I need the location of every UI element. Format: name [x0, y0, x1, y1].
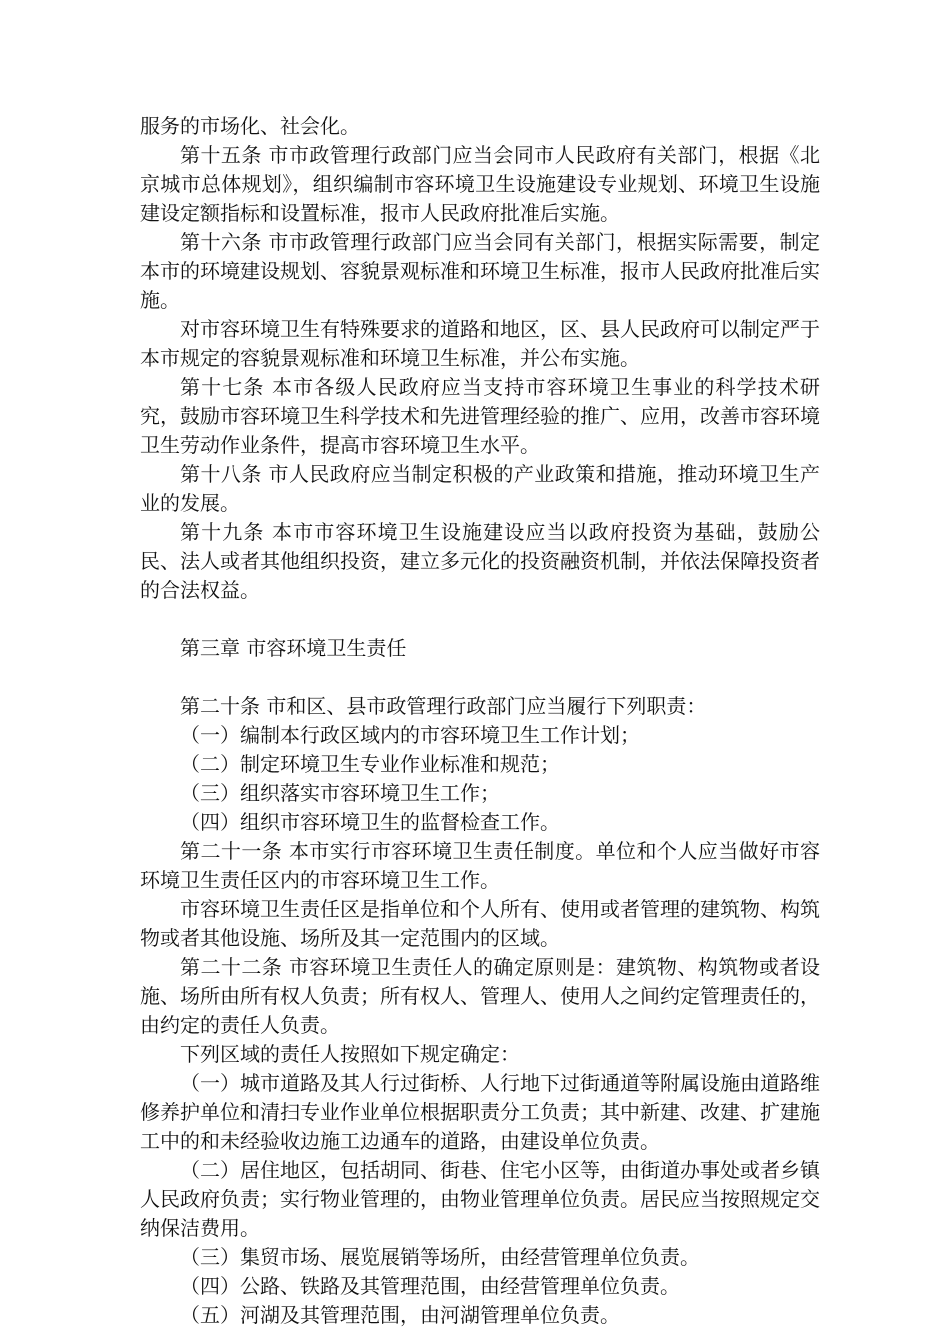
article-17: 第十七条 本市各级人民政府应当支持市容环境卫生事业的科学技术研究，鼓励市容环境卫生科学技术和先进管理经验的推广、应用，改善市容环境卫生劳动作业条件，提高市容环境卫生水平。 [140, 375, 820, 457]
chapter-heading: 第三章 市容环境卫生责任 [180, 636, 407, 660]
article-22-item-4: （四）公路、铁路及其管理范围，由经营管理单位负责。 [180, 1274, 680, 1298]
document-body [140, 112, 820, 1330]
blank-line [140, 605, 820, 634]
article-20-item-2: （二）制定环境卫生专业作业标准和规范； [180, 752, 560, 776]
article-18: 第十八条 市人民政府应当制定积极的产业政策和措施，推动环境卫生产业的发展。 [140, 462, 820, 515]
article-22-item-2: （二）居住地区，包括胡同、街巷、住宅小区等，由街道办事处或者乡镇人民政府负责；实行物业管理的，由物业管理单位负责。居民应当按照规定交纳保洁费用。 [140, 1158, 820, 1240]
article-22-item-3: （三）集贸市场、展览展销等场所，由经营管理单位负责。 [180, 1245, 700, 1269]
article-19: 第十九条 本市市容环境卫生设施建设应当以政府投资为基础，鼓励公民、法人或者其他组织投资，建立多元化的投资融资机制，并依法保障投资者的合法权益。 [140, 520, 820, 602]
article-20-item-4: （四）组织市容环境卫生的监督检查工作。 [180, 810, 560, 834]
article-22-paragraph-2: 下列区域的责任人按照如下规定确定： [180, 1042, 520, 1066]
article-20-item-1: （一）编制本行政区域内的市容环境卫生工作计划； [180, 723, 640, 747]
article-16: 第十六条 市市政管理行政部门应当会同有关部门，根据实际需要，制定本市的环境建设规划、容貌景观标准和环境卫生标准，报市人民政府批准后实施。 [140, 230, 820, 312]
article-21: 第二十一条 本市实行市容环境卫生责任制度。单位和个人应当做好市容环境卫生责任区内的市容环境卫生工作。 [140, 839, 820, 892]
article-20-item-3: （三）组织落实市容环境卫生工作； [180, 781, 500, 805]
blank-line [140, 663, 820, 692]
article-22-item-1: （一）城市道路及其人行过街桥、人行地下过街通道等附属设施由道路维修养护单位和清扫专业作业单位根据职责分工负责；其中新建、改建、扩建施工中的和未经验收边施工边通车的道路，由建设单位负责。 [140, 1071, 820, 1153]
article-16-paragraph-2: 对市容环境卫生有特殊要求的道路和地区，区、县人民政府可以制定严于本市规定的容貌景观标准和环境卫生标准，并公布实施。 [140, 317, 820, 370]
article-22-item-5: （五）河湖及其管理范围，由河湖管理单位负责。 [180, 1303, 620, 1327]
paragraph-continuation: 服务的市场化、社会化。 [140, 114, 360, 138]
article-15: 第十五条 市市政管理行政部门应当会同市人民政府有关部门，根据《北京城市总体规划》，组织编制市容环境卫生设施建设专业规划、环境卫生设施建设定额指标和设置标准，报市人民政府批准后实施。 [140, 143, 820, 225]
article-21-paragraph-2: 市容环境卫生责任区是指单位和个人所有、使用或者管理的建筑物、构筑物或者其他设施、场所及其一定范围内的区域。 [140, 897, 820, 950]
article-22: 第二十二条 市容环境卫生责任人的确定原则是：建筑物、构筑物或者设施、场所由所有权人负责；所有权人、管理人、使用人之间约定管理责任的，由约定的责任人负责。 [140, 955, 820, 1037]
article-20: 第二十条 市和区、县市政管理行政部门应当履行下列职责： [180, 694, 707, 718]
